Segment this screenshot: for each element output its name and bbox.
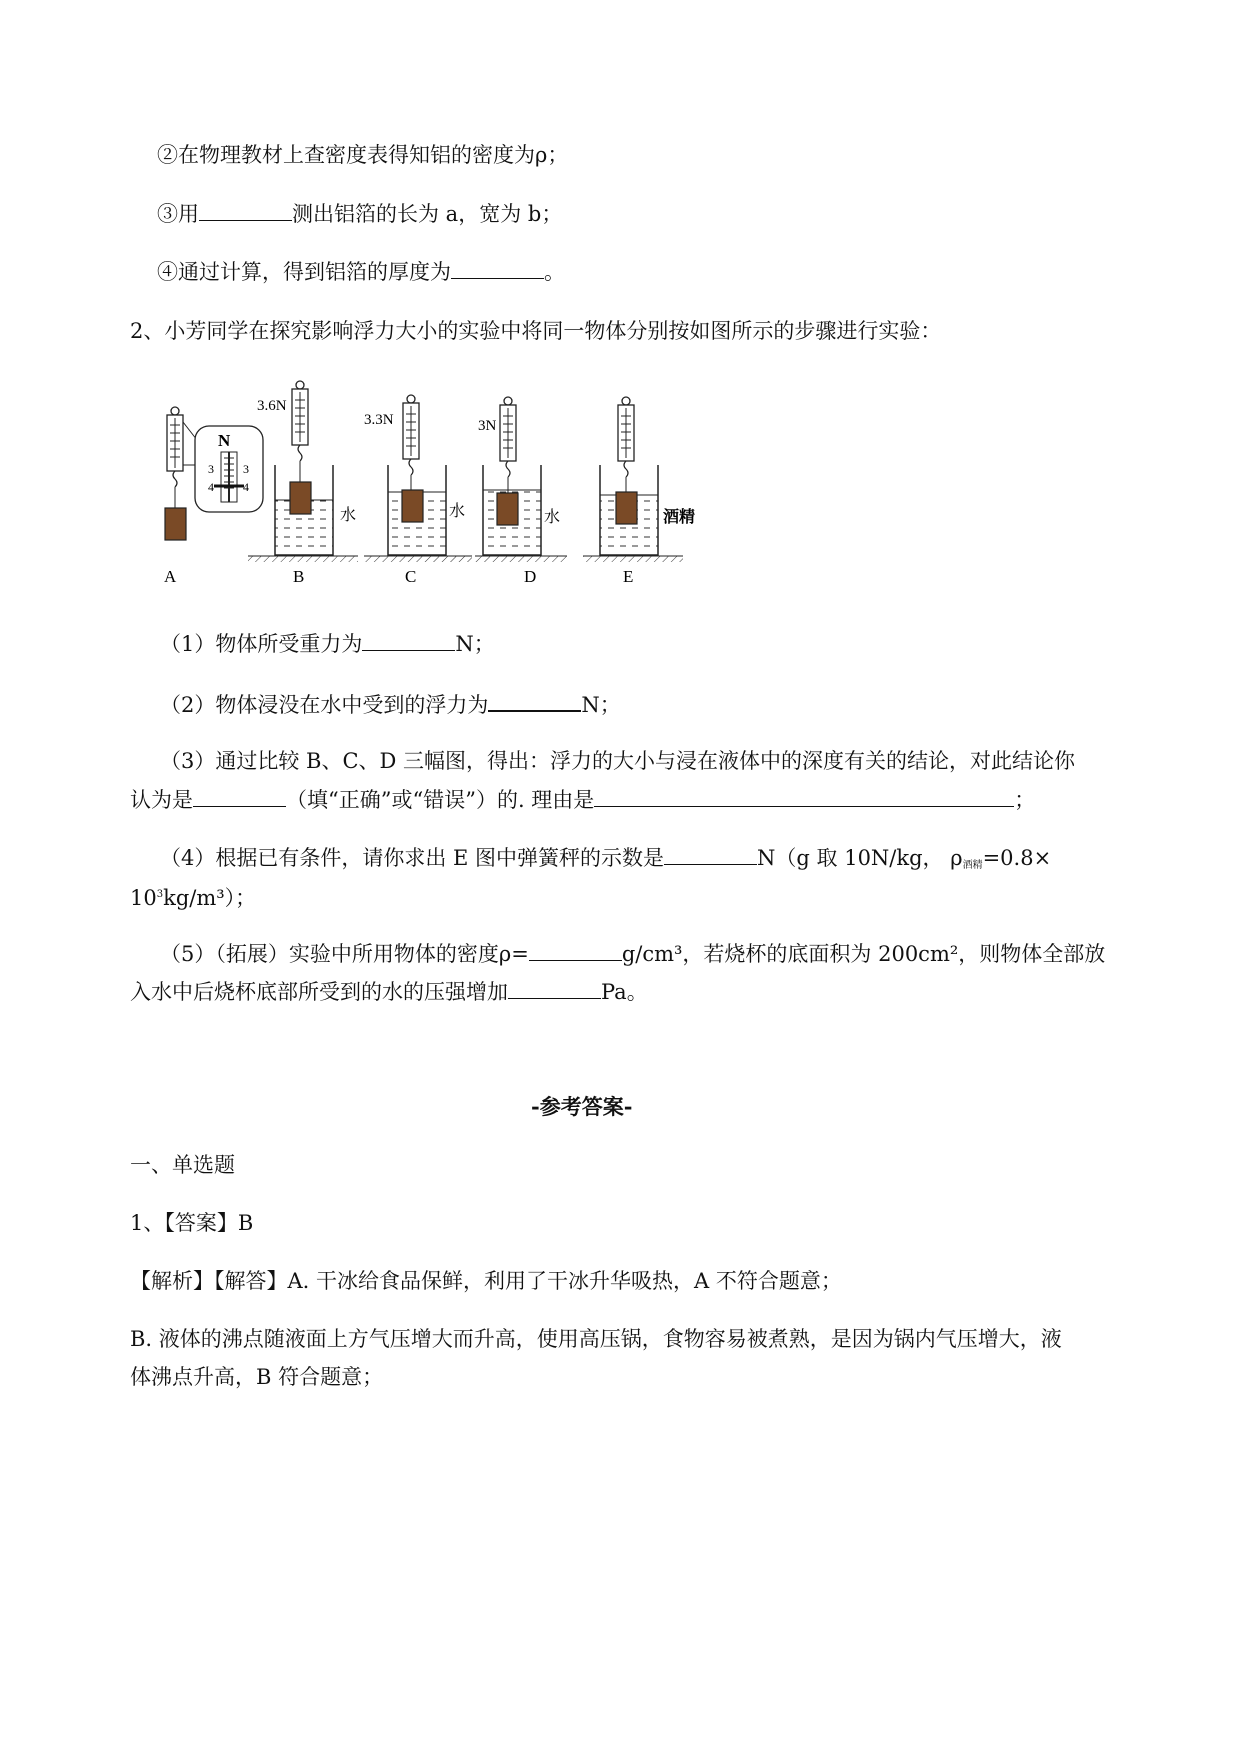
q2-sub3-mid: （填“正确”或“错误”）的. 理由是: [286, 788, 595, 812]
q2-sub3-blank-1[interactable]: [193, 784, 286, 807]
q2-sub4-line1: [160, 842, 1051, 881]
step-2: ②在物理教材上查密度表得知铝的密度为ρ；: [157, 143, 569, 167]
liquid-c: 水: [449, 503, 466, 520]
liquid-e: 酒精: [663, 509, 696, 526]
q2-sub3-line2: [130, 784, 1035, 815]
step-3-suffix: 测出铝箔的长为 a，宽为 b；: [292, 202, 563, 226]
step-4-blank[interactable]: [451, 256, 544, 279]
q2-sub5-mid: g/cm³，若烧杯的底面积为 200cm²，则物体全部放: [621, 942, 1106, 966]
step-4-prefix: ④通过计算，得到铝箔的厚度为: [157, 260, 451, 284]
reading-c: 3.3N: [364, 412, 394, 428]
step-3-prefix: ③用: [157, 202, 199, 226]
q2-sub2: [160, 688, 621, 720]
panel-a-label: A: [164, 567, 177, 586]
panel-e-label: E: [623, 567, 634, 586]
answers-title: -参考答案-: [531, 1094, 633, 1119]
q2-sub5-line2: [130, 976, 648, 1007]
step-3-blank[interactable]: [199, 198, 292, 221]
q2-sub4-blank[interactable]: [664, 842, 757, 865]
panel-d: [475, 397, 567, 586]
panel-c-label: C: [405, 567, 417, 586]
q2-sub4-line2: [130, 880, 256, 913]
q2-sub4-suffix: =0.8×: [982, 846, 1052, 870]
q2-sub4-base: 10: [130, 886, 157, 910]
q2-sub1-prefix: （1）物体所受重力为: [160, 632, 363, 656]
panel-b: [248, 381, 358, 586]
q2-sub2-blank[interactable]: [488, 688, 581, 712]
liquid-b: 水: [340, 507, 357, 524]
answer-b-line1: B. 液体的沸点随液面上方气压增大而升高，使用高压锅，食物容易被煮熟，是因为锅内气压增大，液: [130, 1327, 1062, 1351]
answer-analysis: 【解析】【解答】A. 干冰给食品保鲜，利用了干冰升华吸热，A 不符合题意；: [130, 1269, 842, 1293]
panel-c: [364, 395, 472, 586]
q2-sub5-prefix: （5）（拓展）实验中所用物体的密度ρ=: [160, 942, 529, 966]
answer-b-line2: 体沸点升高，B 符合题意；: [130, 1365, 384, 1389]
q2-sub3-blank-2[interactable]: [594, 784, 1014, 807]
panel-b-label: B: [293, 567, 305, 586]
step-3: [157, 198, 562, 229]
q2-sub4-subscript: 酒精: [962, 860, 983, 871]
panel-e: [583, 397, 695, 586]
q2-stem: 2、小芳同学在探究影响浮力大小的实验中将同一物体分别按如图所示的步骤进行实验：: [130, 319, 942, 343]
reading-b: 3.6N: [257, 398, 287, 414]
answer-item-1: 1、【答案】B: [130, 1211, 254, 1235]
zoom-tick-3-right: 3: [243, 462, 249, 476]
q2-sub3-suffix: ；: [1014, 788, 1036, 812]
q2-sub3-line1: （3）通过比较 B、C、D 三幅图，得出：浮力的大小与浸在液体中的深度有关的结论，对此结论你: [160, 749, 1076, 773]
q2-sub5-blank-2[interactable]: [508, 976, 601, 999]
q2-sub1-blank[interactable]: [362, 628, 455, 651]
zoom-tick-4-right: 4: [243, 480, 249, 494]
q2-sub2-suffix: N；: [581, 693, 621, 717]
q2-sub5-line1: [160, 938, 1105, 969]
zoom-tick-3-left: 3: [208, 462, 214, 476]
step-4: [157, 256, 565, 287]
reading-d: 3N: [478, 418, 497, 434]
q2-sub5-blank-1[interactable]: [529, 938, 622, 961]
q2-sub4-mid: N（g 取 10N/kg， ρ: [757, 846, 963, 870]
q2-sub4-unit: kg/m³）；: [163, 886, 257, 910]
zoom-unit-label: N: [218, 431, 231, 450]
q2-sub4-prefix: （4）根据已有条件，请你求出 E 图中弹簧秤的示数是: [160, 846, 665, 870]
panel-d-label: D: [524, 567, 537, 586]
answers-section: 一、单选题: [130, 1153, 235, 1177]
liquid-d: 水: [544, 509, 561, 526]
buoyancy-experiment-figure: [150, 370, 710, 600]
q2-sub1-suffix: N；: [455, 632, 495, 656]
q2-sub1: [160, 628, 495, 659]
q2-sub5-line2-suffix: Pa。: [601, 980, 648, 1004]
q2-sub2-prefix: （2）物体浸没在水中受到的浮力为: [160, 693, 489, 717]
zoom-tick-4-left: 4: [208, 480, 214, 494]
q2-sub5-line2-prefix: 入水中后烧杯底部所受到的水的压强增加: [130, 980, 508, 1004]
q2-sub4-exponent: 3: [156, 889, 164, 900]
step-4-suffix: 。: [544, 260, 565, 284]
q2-sub3-prefix: 认为是: [130, 788, 193, 812]
